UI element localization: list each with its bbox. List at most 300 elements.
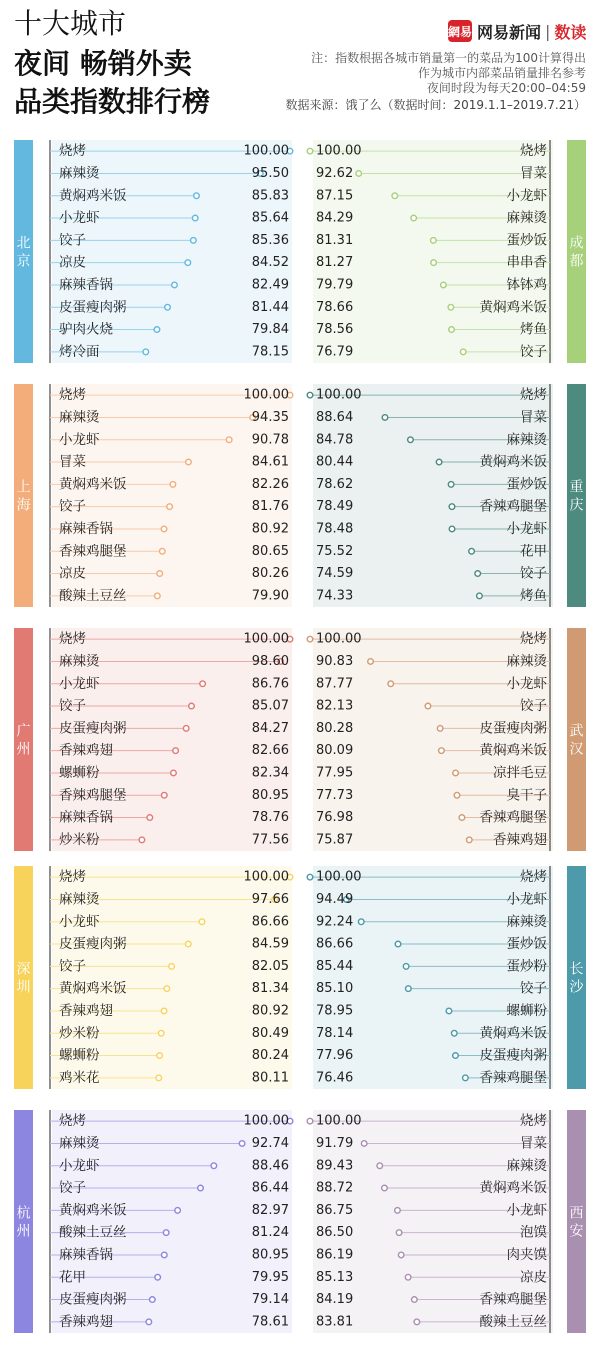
item-name-广州-5: 香辣鸡翅 — [59, 742, 113, 759]
item-value-成都-7: 78.66 — [316, 299, 354, 315]
item-value-武汉-1: 90.83 — [316, 653, 354, 669]
bar-dot-长沙-黄焖鸡米饭 — [451, 1030, 457, 1036]
item-value-重庆-8: 74.59 — [316, 566, 354, 582]
item-value-广州-7: 80.95 — [251, 787, 289, 803]
city-label-西安-0: 西 — [569, 1205, 584, 1222]
item-value-深圳-1: 97.66 — [251, 891, 289, 907]
item-value-成都-2: 87.15 — [316, 188, 354, 204]
item-name-西安-3: 黄焖鸡米饭 — [479, 1180, 547, 1197]
city-label-西安-1: 安 — [569, 1223, 584, 1240]
data-source: 数据来源：饿了么（数据时间：2019.1.1–2019.7.21） — [285, 98, 586, 112]
item-name-武汉-7: 臭干子 — [506, 787, 547, 804]
item-value-北京-4: 85.36 — [251, 232, 289, 248]
bar-dot-北京-凉皮 — [185, 260, 191, 266]
bar-dot-深圳-螺蛳粉 — [157, 1053, 163, 1059]
item-name-西安-8: 香辣鸡腿堡 — [479, 1291, 547, 1308]
item-value-上海-2: 90.78 — [251, 432, 289, 448]
item-name-广州-0: 烧烤 — [59, 631, 86, 648]
item-name-广州-6: 螺蛳粉 — [59, 764, 100, 781]
item-value-北京-8: 79.84 — [251, 322, 289, 338]
bar-dot-北京-皮蛋瘦肉粥 — [165, 304, 171, 310]
bar-dot-上海-酸辣土豆丝 — [155, 593, 161, 599]
item-value-武汉-4: 80.28 — [316, 720, 354, 736]
item-name-长沙-3: 蛋炒饭 — [506, 936, 547, 953]
item-name-深圳-8: 螺蛳粉 — [59, 1047, 100, 1064]
bar-dot-长沙-烧烤 — [307, 874, 313, 880]
bar-dot-重庆-黄焖鸡米饭 — [436, 459, 442, 465]
bar-dot-广州-炒米粉 — [139, 837, 145, 843]
item-value-成都-9: 76.79 — [316, 344, 354, 360]
city-label-成都-0: 成 — [569, 235, 584, 252]
bar-dot-上海-小龙虾 — [226, 437, 232, 443]
item-value-成都-3: 84.29 — [316, 210, 354, 226]
item-name-广州-7: 香辣鸡腿堡 — [59, 787, 127, 804]
bar-dot-杭州-麻辣烫 — [239, 1141, 245, 1147]
item-value-北京-9: 78.15 — [251, 344, 289, 360]
bar-dot-广州-饺子 — [189, 703, 195, 709]
item-name-广州-1: 麻辣烫 — [59, 653, 100, 670]
bar-dot-西安-麻辣烫 — [377, 1163, 383, 1169]
item-value-重庆-2: 84.78 — [316, 432, 354, 448]
city-bar-杭州 — [14, 1110, 33, 1333]
item-value-北京-2: 85.83 — [251, 188, 289, 204]
item-value-长沙-8: 77.96 — [316, 1048, 354, 1064]
bar-dot-成都-烤鱼 — [449, 327, 455, 333]
item-value-重庆-0: 100.00 — [316, 387, 362, 403]
bar-dot-广州-螺蛳粉 — [171, 770, 177, 776]
item-name-成都-9: 饺子 — [520, 343, 547, 360]
item-name-广州-2: 小龙虾 — [59, 675, 100, 692]
city-bar-上海 — [14, 384, 33, 607]
item-value-上海-1: 94.35 — [251, 409, 289, 425]
item-name-深圳-0: 烧烤 — [59, 869, 86, 886]
bar-dot-深圳-皮蛋瘦肉粥 — [185, 941, 191, 947]
logo-name: 网易新闻 — [477, 22, 542, 42]
item-value-广州-3: 85.07 — [251, 698, 289, 714]
item-value-杭州-8: 79.14 — [251, 1292, 289, 1308]
item-value-成都-6: 79.79 — [316, 277, 354, 293]
bar-dot-杭州-花甲 — [155, 1274, 161, 1280]
item-value-长沙-2: 92.24 — [316, 914, 354, 930]
note-line-3: 夜间时段为每天20:00–04:59 — [426, 81, 586, 95]
item-name-深圳-4: 饺子 — [59, 958, 86, 975]
bar-dot-武汉-臭干子 — [454, 792, 460, 798]
item-name-武汉-0: 烧烤 — [520, 631, 547, 648]
city-label-广州-0: 广 — [16, 723, 31, 740]
bar-dot-重庆-饺子 — [475, 571, 481, 577]
bar-dot-成都-钵钵鸡 — [441, 282, 447, 288]
item-name-北京-3: 小龙虾 — [59, 210, 100, 227]
logo-sub: 数读 — [554, 22, 587, 42]
bar-dot-武汉-香辣鸡腿堡 — [459, 815, 465, 821]
item-value-广州-8: 78.76 — [251, 810, 289, 826]
bar-dot-上海-麻辣香锅 — [161, 526, 167, 532]
item-name-北京-1: 麻辣烫 — [59, 165, 100, 182]
item-value-北京-3: 85.64 — [251, 210, 289, 226]
item-value-北京-1: 95.50 — [251, 165, 289, 181]
item-name-上海-2: 小龙虾 — [59, 431, 100, 448]
item-value-重庆-9: 74.33 — [316, 588, 354, 604]
item-value-杭州-3: 86.44 — [251, 1180, 289, 1196]
item-value-上海-6: 80.92 — [251, 521, 289, 537]
item-name-西安-6: 肉夹馍 — [506, 1246, 547, 1263]
item-value-上海-0: 100.00 — [243, 387, 289, 403]
item-name-上海-6: 麻辣香锅 — [59, 520, 113, 537]
item-name-重庆-2: 麻辣烫 — [506, 431, 547, 448]
item-value-武汉-5: 80.09 — [316, 743, 354, 759]
bar-dot-武汉-香辣鸡翅 — [466, 837, 472, 843]
item-value-西安-8: 84.19 — [316, 1292, 354, 1308]
bar-dot-西安-小龙虾 — [395, 1208, 401, 1214]
bar-dot-西安-黄焖鸡米饭 — [382, 1185, 388, 1191]
item-value-成都-0: 100.00 — [316, 143, 362, 159]
bar-dot-重庆-香辣鸡腿堡 — [449, 504, 455, 510]
item-name-西安-7: 凉皮 — [520, 1269, 547, 1286]
item-value-西安-3: 88.72 — [316, 1180, 354, 1196]
item-name-重庆-0: 烧烤 — [520, 387, 547, 404]
bar-dot-杭州-麻辣香锅 — [161, 1252, 167, 1258]
item-value-广州-0: 100.00 — [243, 631, 289, 647]
item-name-重庆-6: 小龙虾 — [506, 520, 547, 537]
bar-dot-广州-香辣鸡翅 — [173, 748, 179, 754]
item-name-北京-2: 黄焖鸡米饭 — [59, 187, 127, 204]
city-label-重庆-0: 重 — [569, 479, 584, 496]
item-value-长沙-0: 100.00 — [316, 869, 362, 885]
item-name-长沙-2: 麻辣烫 — [506, 913, 547, 930]
bar-dot-武汉-小龙虾 — [388, 681, 394, 687]
item-name-西安-9: 酸辣土豆丝 — [479, 1313, 547, 1330]
bar-dot-重庆-冒菜 — [382, 415, 388, 421]
item-name-长沙-9: 香辣鸡腿堡 — [479, 1069, 547, 1086]
item-name-深圳-6: 香辣鸡翅 — [59, 1002, 113, 1019]
item-value-长沙-6: 78.95 — [316, 1003, 354, 1019]
bar-dot-武汉-麻辣烫 — [368, 659, 374, 665]
bar-dot-武汉-皮蛋瘦肉粥 — [437, 726, 443, 732]
bar-dot-成都-小龙虾 — [392, 193, 398, 199]
city-label-北京-1: 京 — [16, 253, 31, 270]
bar-dot-成都-烧烤 — [307, 148, 313, 154]
item-value-广州-9: 77.56 — [251, 832, 289, 848]
item-name-西安-1: 冒菜 — [520, 1135, 547, 1152]
bar-dot-成都-麻辣烫 — [411, 215, 417, 221]
bar-dot-长沙-皮蛋瘦肉粥 — [453, 1053, 459, 1059]
bar-dot-北京-烤冷面 — [143, 349, 149, 355]
item-name-成都-3: 麻辣烫 — [506, 210, 547, 227]
item-value-杭州-2: 88.46 — [251, 1158, 289, 1174]
bar-dot-深圳-小龙虾 — [199, 919, 205, 925]
item-name-广州-3: 饺子 — [59, 698, 86, 715]
item-name-上海-7: 香辣鸡腿堡 — [59, 543, 127, 560]
bar-dot-杭州-黄焖鸡米饭 — [175, 1208, 181, 1214]
bar-dot-长沙-饺子 — [406, 986, 412, 992]
item-name-上海-9: 酸辣土豆丝 — [59, 587, 127, 604]
bar-dot-杭州-皮蛋瘦肉粥 — [150, 1297, 156, 1303]
item-name-上海-1: 麻辣烫 — [59, 409, 100, 426]
bar-dot-广州-香辣鸡腿堡 — [161, 792, 167, 798]
item-name-成都-8: 烤鱼 — [520, 321, 547, 338]
item-value-长沙-4: 85.44 — [316, 958, 354, 974]
item-name-上海-4: 黄焖鸡米饭 — [59, 476, 127, 493]
bar-dot-武汉-凉拌毛豆 — [453, 770, 459, 776]
bar-dot-长沙-螺蛳粉 — [446, 1008, 452, 1014]
item-name-杭州-6: 麻辣香锅 — [59, 1246, 113, 1263]
item-value-西安-1: 91.79 — [316, 1135, 354, 1151]
item-name-长沙-4: 蛋炒粉 — [506, 958, 547, 975]
item-name-重庆-5: 香辣鸡腿堡 — [479, 498, 547, 515]
item-name-杭州-2: 小龙虾 — [59, 1157, 100, 1174]
item-value-深圳-8: 80.24 — [251, 1048, 289, 1064]
item-value-重庆-6: 78.48 — [316, 521, 354, 537]
item-name-深圳-2: 小龙虾 — [59, 913, 100, 930]
item-value-深圳-9: 80.11 — [251, 1070, 289, 1086]
bar-dot-长沙-蛋炒饭 — [395, 941, 401, 947]
item-value-北京-6: 82.49 — [251, 277, 289, 293]
item-name-北京-7: 皮蛋瘦肉粥 — [59, 299, 127, 316]
bar-dot-成都-蛋炒饭 — [431, 238, 437, 244]
item-value-深圳-6: 80.92 — [251, 1003, 289, 1019]
item-name-深圳-3: 皮蛋瘦肉粥 — [59, 936, 127, 953]
item-name-深圳-1: 麻辣烫 — [59, 891, 100, 908]
item-value-成都-4: 81.31 — [316, 232, 354, 248]
title-line-3: 品类指数排行榜 — [14, 85, 211, 118]
bar-dot-重庆-花甲 — [469, 548, 475, 554]
bar-dot-西安-香辣鸡腿堡 — [412, 1297, 418, 1303]
item-value-杭州-5: 81.24 — [251, 1225, 289, 1241]
item-name-西安-5: 泡馍 — [520, 1224, 547, 1241]
title-line-2: 夜间 畅销外卖 — [14, 47, 192, 80]
item-value-武汉-8: 76.98 — [316, 810, 354, 826]
item-name-武汉-5: 黄焖鸡米饭 — [479, 742, 547, 759]
item-name-西安-0: 烧烤 — [520, 1113, 547, 1130]
item-name-北京-8: 驴肉火烧 — [59, 321, 113, 338]
item-value-杭州-9: 78.61 — [251, 1314, 289, 1330]
item-value-上海-3: 84.61 — [251, 454, 289, 470]
item-name-长沙-1: 小龙虾 — [506, 891, 547, 908]
item-name-成都-4: 蛋炒饭 — [506, 232, 547, 249]
item-name-武汉-1: 麻辣烫 — [506, 653, 547, 670]
bar-dot-重庆-蛋炒饭 — [448, 482, 454, 488]
item-name-上海-3: 冒菜 — [59, 454, 86, 471]
item-name-重庆-9: 烤鱼 — [520, 587, 547, 604]
bar-dot-上海-黄焖鸡米饭 — [170, 482, 176, 488]
item-value-长沙-1: 94.49 — [316, 891, 354, 907]
bar-dot-北京-驴肉火烧 — [154, 327, 160, 333]
item-value-深圳-5: 81.34 — [251, 981, 289, 997]
city-label-北京-0: 北 — [16, 235, 31, 252]
city-label-广州-1: 州 — [16, 741, 31, 758]
bar-dot-成都-饺子 — [460, 349, 466, 355]
item-value-深圳-2: 86.66 — [251, 914, 289, 930]
item-name-杭州-3: 饺子 — [59, 1180, 86, 1197]
bar-dot-西安-烧烤 — [307, 1118, 313, 1124]
item-value-武汉-6: 77.95 — [316, 765, 354, 781]
item-value-北京-7: 81.44 — [251, 299, 289, 315]
bar-dot-北京-饺子 — [191, 238, 197, 244]
bar-dot-深圳-香辣鸡翅 — [161, 1008, 167, 1014]
city-label-重庆-1: 庆 — [569, 497, 584, 514]
bar-dot-西安-酸辣土豆丝 — [414, 1319, 420, 1325]
bar-dot-武汉-黄焖鸡米饭 — [439, 748, 445, 754]
item-name-重庆-7: 花甲 — [520, 543, 547, 560]
item-value-杭州-1: 92.74 — [251, 1135, 289, 1151]
city-label-深圳-0: 深 — [16, 961, 31, 978]
item-value-武汉-7: 77.73 — [316, 787, 354, 803]
item-value-武汉-0: 100.00 — [316, 631, 362, 647]
bar-dot-武汉-饺子 — [425, 703, 431, 709]
bar-dot-重庆-麻辣烫 — [408, 437, 414, 443]
item-value-杭州-0: 100.00 — [243, 1113, 289, 1129]
item-name-重庆-4: 蛋炒饭 — [506, 476, 547, 493]
city-label-长沙-1: 沙 — [569, 979, 584, 996]
title-line-1: 十大城市 — [14, 7, 127, 40]
bar-dot-重庆-烧烤 — [307, 392, 313, 398]
item-value-北京-0: 100.00 — [243, 143, 289, 159]
city-label-成都-1: 都 — [569, 253, 584, 270]
item-value-成都-5: 81.27 — [316, 255, 354, 271]
item-name-广州-8: 麻辣香锅 — [59, 809, 113, 826]
bar-dot-杭州-酸辣土豆丝 — [163, 1230, 169, 1236]
city-bar-西安 — [567, 1110, 586, 1333]
netease-logo-icon: 網易 — [448, 20, 472, 42]
item-name-深圳-9: 鸡米花 — [59, 1069, 100, 1086]
bar-dot-长沙-麻辣烫 — [358, 919, 364, 925]
item-name-重庆-8: 饺子 — [520, 565, 547, 582]
city-bar-武汉 — [567, 628, 586, 851]
item-name-杭州-5: 酸辣土豆丝 — [59, 1224, 127, 1241]
city-label-上海-1: 海 — [16, 497, 31, 514]
item-value-武汉-2: 87.77 — [316, 676, 354, 692]
bar-dot-杭州-香辣鸡翅 — [146, 1319, 152, 1325]
item-name-上海-0: 烧烤 — [59, 387, 86, 404]
item-value-重庆-5: 78.49 — [316, 499, 354, 515]
item-name-西安-4: 小龙虾 — [506, 1202, 547, 1219]
item-name-杭州-1: 麻辣烫 — [59, 1135, 100, 1152]
item-value-重庆-7: 75.52 — [316, 543, 354, 559]
item-name-北京-5: 凉皮 — [59, 254, 86, 271]
item-value-北京-5: 84.52 — [251, 255, 289, 271]
bar-dot-北京-麻辣香锅 — [172, 282, 178, 288]
item-value-深圳-4: 82.05 — [251, 958, 289, 974]
bar-dot-上海-香辣鸡腿堡 — [159, 548, 165, 554]
item-value-西安-2: 89.43 — [316, 1158, 354, 1174]
item-name-杭州-8: 皮蛋瘦肉粥 — [59, 1291, 127, 1308]
item-name-成都-5: 串串香 — [506, 254, 547, 271]
item-value-广州-6: 82.34 — [251, 765, 289, 781]
item-value-深圳-3: 84.59 — [251, 936, 289, 952]
item-value-武汉-3: 82.13 — [316, 698, 354, 714]
item-value-重庆-1: 88.64 — [316, 409, 354, 425]
item-name-杭州-4: 黄焖鸡米饭 — [59, 1202, 127, 1219]
item-name-长沙-0: 烧烤 — [520, 869, 547, 886]
item-value-重庆-3: 80.44 — [316, 454, 354, 470]
bar-dot-广州-麻辣香锅 — [147, 815, 153, 821]
item-value-重庆-4: 78.62 — [316, 476, 354, 492]
item-value-长沙-9: 76.46 — [316, 1070, 354, 1086]
city-bar-北京 — [14, 140, 33, 363]
item-name-杭州-0: 烧烤 — [59, 1113, 86, 1130]
item-name-深圳-5: 黄焖鸡米饭 — [59, 980, 127, 997]
item-value-深圳-7: 80.49 — [251, 1025, 289, 1041]
item-value-长沙-3: 86.66 — [316, 936, 354, 952]
bar-dot-深圳-黄焖鸡米饭 — [164, 986, 170, 992]
item-name-北京-0: 烧烤 — [59, 143, 86, 160]
item-value-广州-1: 98.60 — [251, 653, 289, 669]
bar-dot-北京-黄焖鸡米饭 — [194, 193, 200, 199]
item-name-武汉-2: 小龙虾 — [506, 675, 547, 692]
bar-dot-深圳-炒米粉 — [158, 1030, 164, 1036]
bar-dot-长沙-蛋炒粉 — [403, 964, 409, 970]
item-value-深圳-0: 100.00 — [243, 869, 289, 885]
item-value-西安-9: 83.81 — [316, 1314, 354, 1330]
item-value-长沙-7: 78.14 — [316, 1025, 354, 1041]
city-label-武汉-1: 汉 — [569, 741, 584, 758]
city-label-长沙-0: 长 — [569, 961, 584, 978]
item-value-成都-1: 92.62 — [316, 165, 354, 181]
bar-dot-长沙-香辣鸡腿堡 — [463, 1075, 469, 1081]
item-name-深圳-7: 炒米粉 — [59, 1025, 100, 1042]
city-bar-长沙 — [567, 866, 586, 1089]
logo-separator: | — [545, 21, 551, 41]
item-name-武汉-9: 香辣鸡翅 — [493, 831, 547, 848]
city-label-深圳-1: 圳 — [16, 979, 31, 996]
item-value-西安-7: 85.13 — [316, 1269, 354, 1285]
item-value-广州-2: 86.76 — [251, 676, 289, 692]
bar-dot-深圳-饺子 — [169, 964, 175, 970]
item-name-成都-6: 钵钵鸡 — [506, 276, 547, 293]
item-name-杭州-7: 花甲 — [59, 1269, 86, 1286]
bar-dot-西安-冒菜 — [361, 1141, 367, 1147]
item-value-广州-4: 84.27 — [251, 720, 289, 736]
bar-dot-西安-凉皮 — [405, 1274, 411, 1280]
city-bar-成都 — [567, 140, 586, 363]
bar-dot-西安-泡馍 — [396, 1230, 402, 1236]
item-name-西安-2: 麻辣烫 — [506, 1157, 547, 1174]
item-name-长沙-6: 螺蛳粉 — [506, 1002, 547, 1019]
bar-dot-西安-肉夹馍 — [398, 1252, 404, 1258]
item-name-成都-1: 冒菜 — [520, 165, 547, 182]
bar-dot-成都-黄焖鸡米饭 — [448, 304, 454, 310]
item-name-广州-9: 炒米粉 — [59, 831, 100, 848]
item-value-上海-9: 79.90 — [251, 588, 289, 604]
item-name-北京-9: 烤冷面 — [59, 343, 100, 360]
item-name-武汉-3: 饺子 — [520, 698, 547, 715]
item-value-长沙-5: 85.10 — [316, 981, 354, 997]
item-name-成都-0: 烧烤 — [520, 143, 547, 160]
bar-dot-深圳-鸡米花 — [156, 1075, 162, 1081]
item-value-杭州-6: 80.95 — [251, 1247, 289, 1263]
item-name-上海-8: 凉皮 — [59, 565, 86, 582]
item-value-西安-4: 86.75 — [316, 1202, 354, 1218]
item-value-武汉-9: 75.87 — [316, 832, 354, 848]
bar-dot-北京-小龙虾 — [192, 215, 198, 221]
item-value-西安-0: 100.00 — [316, 1113, 362, 1129]
note-line-1: 注：指数根据各城市销量第一的菜品为100计算得出 — [311, 51, 586, 65]
item-name-杭州-9: 香辣鸡翅 — [59, 1313, 113, 1330]
bar-dot-武汉-烧烤 — [307, 636, 313, 642]
item-name-武汉-8: 香辣鸡腿堡 — [479, 809, 547, 826]
item-value-上海-4: 82.26 — [251, 476, 289, 492]
item-value-成都-8: 78.56 — [316, 322, 354, 338]
item-name-北京-4: 饺子 — [59, 232, 86, 249]
item-value-上海-8: 80.26 — [251, 566, 289, 582]
note-line-2: 作为城市内部菜品销量排名参考 — [417, 66, 586, 80]
item-value-西安-6: 86.19 — [316, 1247, 354, 1263]
bar-dot-上海-饺子 — [167, 504, 173, 510]
item-value-上海-5: 81.76 — [251, 499, 289, 515]
item-name-武汉-4: 皮蛋瘦肉粥 — [479, 720, 547, 737]
bar-dot-杭州-饺子 — [198, 1185, 204, 1191]
item-value-杭州-4: 82.97 — [251, 1202, 289, 1218]
